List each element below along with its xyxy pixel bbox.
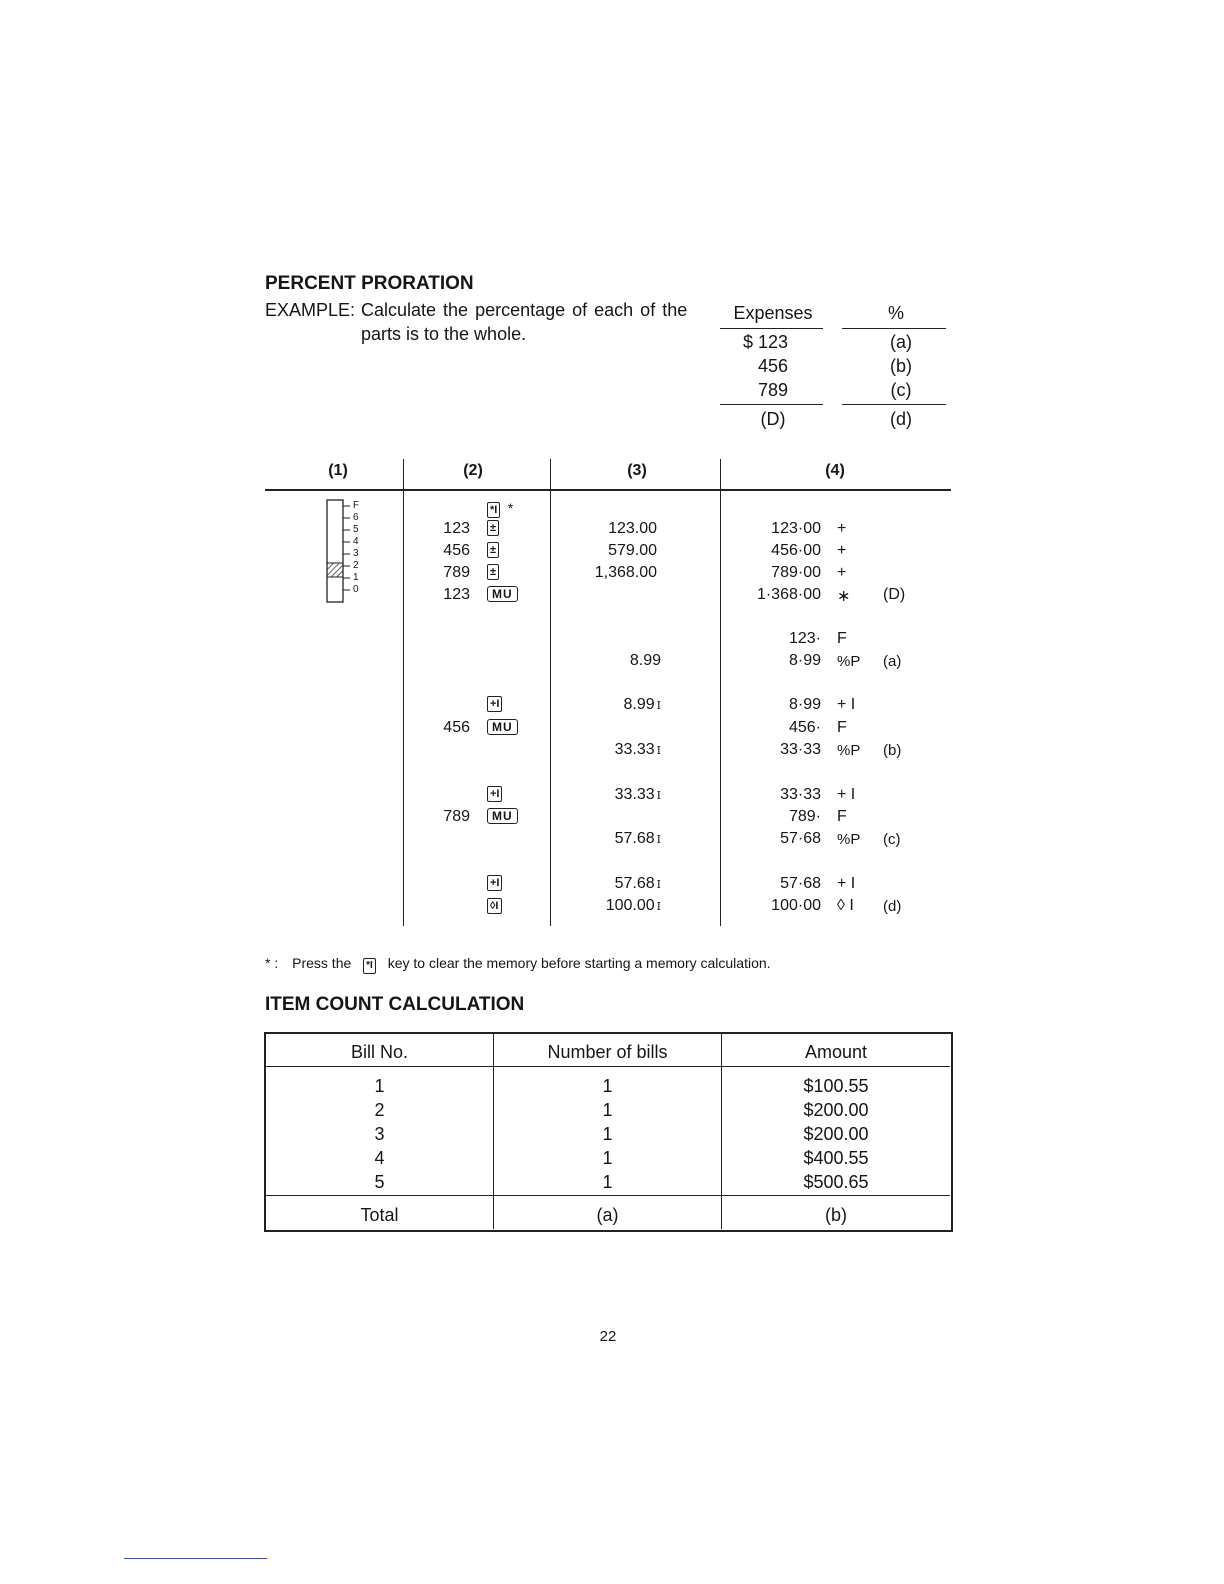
example-text-line1: Calculate the percentage of each of the bbox=[361, 300, 688, 320]
print-symbol: + bbox=[837, 564, 847, 581]
calc-row bbox=[487, 500, 513, 518]
example-label: EXAMPLE: bbox=[265, 300, 356, 320]
memory-flag: I bbox=[656, 833, 661, 846]
asterisk-mark: * bbox=[507, 500, 514, 516]
key-memory-plus: +I bbox=[487, 786, 502, 802]
expense-divider bbox=[842, 404, 946, 405]
bill-number-cell: 2 bbox=[374, 1100, 385, 1120]
print-value: 123·00 bbox=[771, 520, 821, 537]
display-value bbox=[560, 696, 661, 714]
key-memory-total: ◊I bbox=[487, 898, 502, 914]
switch-label: 2 bbox=[353, 560, 359, 571]
entry-value: 789 bbox=[443, 564, 470, 581]
expense-cell: 789 bbox=[757, 380, 789, 400]
example-text-line2: parts is to the whole. bbox=[361, 324, 527, 344]
key-markup: MU bbox=[487, 719, 518, 735]
print-symbol: F bbox=[837, 719, 847, 736]
print-symbol: ∗ bbox=[837, 588, 851, 605]
print-symbol: %P bbox=[837, 653, 861, 670]
section-title-item-count: ITEM COUNT CALCULATION bbox=[265, 994, 525, 1015]
bill-number-cell: 3 bbox=[374, 1124, 385, 1144]
print-symbol: + bbox=[837, 542, 847, 559]
memory-flag: I bbox=[656, 699, 661, 712]
print-symbol: F bbox=[837, 630, 847, 647]
print-symbol: + I bbox=[837, 875, 856, 892]
page-number: 22 bbox=[599, 1328, 617, 1345]
footer-rule bbox=[124, 1558, 267, 1559]
switch-label: 5 bbox=[353, 524, 359, 535]
item-header-bill-no: Bill No. bbox=[350, 1042, 408, 1062]
expenses-header: Expenses bbox=[733, 303, 813, 323]
print-value: 100·00 bbox=[771, 897, 821, 914]
total-label-cell: Total bbox=[360, 1205, 399, 1225]
bill-count-cell: 1 bbox=[602, 1100, 613, 1120]
print-value: 789·00 bbox=[771, 564, 821, 581]
print-symbol: + I bbox=[837, 786, 856, 803]
item-total-rule bbox=[266, 1195, 950, 1196]
print-symbol: %P bbox=[837, 742, 861, 759]
bill-amount-cell: $500.65 bbox=[803, 1172, 869, 1192]
result-note: (b) bbox=[883, 742, 902, 759]
display-value: 8.99 bbox=[629, 652, 661, 669]
key-plus-minus: ± bbox=[487, 542, 499, 558]
bill-count-cell: 1 bbox=[602, 1076, 613, 1096]
memory-flag: I bbox=[656, 900, 661, 913]
print-value: 57·68 bbox=[780, 830, 821, 847]
footnote-mark: * : bbox=[265, 955, 279, 971]
calc-column-divider bbox=[403, 459, 404, 926]
display-value bbox=[560, 897, 661, 915]
expense-divider bbox=[720, 328, 823, 329]
print-symbol: ◊ I bbox=[837, 897, 854, 914]
print-value: 789· bbox=[788, 808, 821, 825]
entry-value: 456 bbox=[443, 719, 470, 736]
expense-divider bbox=[720, 404, 823, 405]
print-value: 8·99 bbox=[788, 696, 821, 713]
print-value: 123· bbox=[788, 630, 821, 647]
bill-amount-cell: $400.55 bbox=[803, 1148, 869, 1168]
key-memory-plus: +I bbox=[487, 696, 502, 712]
bill-count-cell: 1 bbox=[602, 1148, 613, 1168]
percent-header: % bbox=[887, 303, 904, 323]
print-value: 57·68 bbox=[780, 875, 821, 892]
display-value bbox=[560, 741, 661, 759]
switch-diagram bbox=[320, 497, 380, 607]
bill-number-cell: 4 bbox=[374, 1148, 385, 1168]
display-value: 123.00 bbox=[608, 520, 657, 537]
print-symbol: + I bbox=[837, 696, 856, 713]
percent-cell: (b) bbox=[890, 356, 912, 376]
memory-flag: I bbox=[656, 789, 661, 802]
display-number: 33.33 bbox=[614, 786, 655, 803]
footnote-text-before: Press the bbox=[292, 955, 352, 971]
switch-label: 3 bbox=[353, 548, 359, 559]
item-header-amount: Amount bbox=[804, 1042, 868, 1062]
switch-label: 4 bbox=[353, 536, 359, 547]
entry-value: 123 bbox=[443, 586, 470, 603]
expense-cell: 456 bbox=[757, 356, 789, 376]
switch-label: 6 bbox=[353, 512, 359, 523]
key-memory-clear: *I bbox=[363, 958, 376, 974]
result-note: (a) bbox=[883, 653, 902, 670]
bill-number-cell: 1 bbox=[374, 1076, 385, 1096]
calc-header-2: (2) bbox=[463, 462, 483, 479]
display-number: 33.33 bbox=[614, 741, 655, 758]
print-value: 456· bbox=[788, 719, 821, 736]
total-count-cell: (a) bbox=[596, 1205, 619, 1225]
display-value bbox=[560, 875, 661, 893]
expense-total: (D) bbox=[760, 409, 786, 429]
key-memory-plus: +I bbox=[487, 875, 502, 891]
bill-amount-cell: $100.55 bbox=[803, 1076, 869, 1096]
print-value: 33·33 bbox=[780, 786, 821, 803]
footnote-text-after: key to clear the memory before starting a memory calculation. bbox=[387, 955, 771, 971]
entry-value: 789 bbox=[443, 808, 470, 825]
expense-divider bbox=[842, 328, 946, 329]
entry-value: 123 bbox=[443, 520, 470, 537]
print-value: 8·99 bbox=[788, 652, 821, 669]
item-header-number-of-bills: Number of bills bbox=[547, 1042, 668, 1062]
switch-label: 1 bbox=[353, 572, 359, 583]
footnote bbox=[265, 955, 771, 974]
calc-header-1: (1) bbox=[328, 462, 348, 479]
switch-labels bbox=[353, 500, 359, 596]
section-title-percent-proration: PERCENT PRORATION bbox=[265, 273, 474, 294]
print-symbol: F bbox=[837, 808, 847, 825]
display-number: 57.68 bbox=[614, 830, 655, 847]
bill-count-cell: 1 bbox=[602, 1172, 613, 1192]
calc-column-divider bbox=[550, 459, 551, 926]
result-note: (D) bbox=[883, 586, 906, 603]
display-value bbox=[560, 830, 661, 848]
bill-amount-cell: $200.00 bbox=[803, 1100, 869, 1120]
calc-column-divider bbox=[720, 459, 721, 926]
calc-header-4: (4) bbox=[825, 462, 845, 479]
item-header-rule bbox=[266, 1066, 950, 1067]
key-markup: MU bbox=[487, 808, 518, 824]
key-plus-minus: ± bbox=[487, 520, 499, 536]
print-symbol: + bbox=[837, 520, 847, 537]
display-value bbox=[560, 786, 661, 804]
print-value: 33·33 bbox=[780, 741, 821, 758]
expense-cell: $ 123 bbox=[743, 332, 789, 352]
display-value: 579.00 bbox=[608, 542, 657, 559]
memory-flag: I bbox=[656, 744, 661, 757]
percent-total: (d) bbox=[890, 409, 912, 429]
total-amount-cell: (b) bbox=[825, 1205, 847, 1225]
entry-value: 456 bbox=[443, 542, 470, 559]
key-plus-minus: ± bbox=[487, 564, 499, 580]
display-value: 1,368.00 bbox=[594, 564, 657, 581]
percent-cell: (a) bbox=[890, 332, 912, 352]
memory-flag: I bbox=[656, 878, 661, 891]
switch-label: 0 bbox=[353, 584, 359, 595]
bill-number-cell: 5 bbox=[374, 1172, 385, 1192]
key-memory-clear: *I bbox=[487, 502, 500, 518]
display-number: 8.99 bbox=[623, 696, 655, 713]
print-value: 1·368·00 bbox=[756, 586, 821, 603]
key-markup: MU bbox=[487, 586, 518, 602]
result-note: (c) bbox=[883, 831, 901, 848]
display-number: 100.00 bbox=[605, 897, 655, 914]
switch-label: F bbox=[353, 500, 360, 511]
bill-count-cell: 1 bbox=[602, 1124, 613, 1144]
percent-cell: (c) bbox=[890, 380, 912, 400]
calc-header-rule bbox=[265, 489, 951, 491]
display-number: 57.68 bbox=[614, 875, 655, 892]
calc-header-3: (3) bbox=[627, 462, 647, 479]
print-symbol: %P bbox=[837, 831, 861, 848]
result-note: (d) bbox=[883, 898, 902, 915]
bill-amount-cell: $200.00 bbox=[803, 1124, 869, 1144]
print-value: 456·00 bbox=[771, 542, 821, 559]
